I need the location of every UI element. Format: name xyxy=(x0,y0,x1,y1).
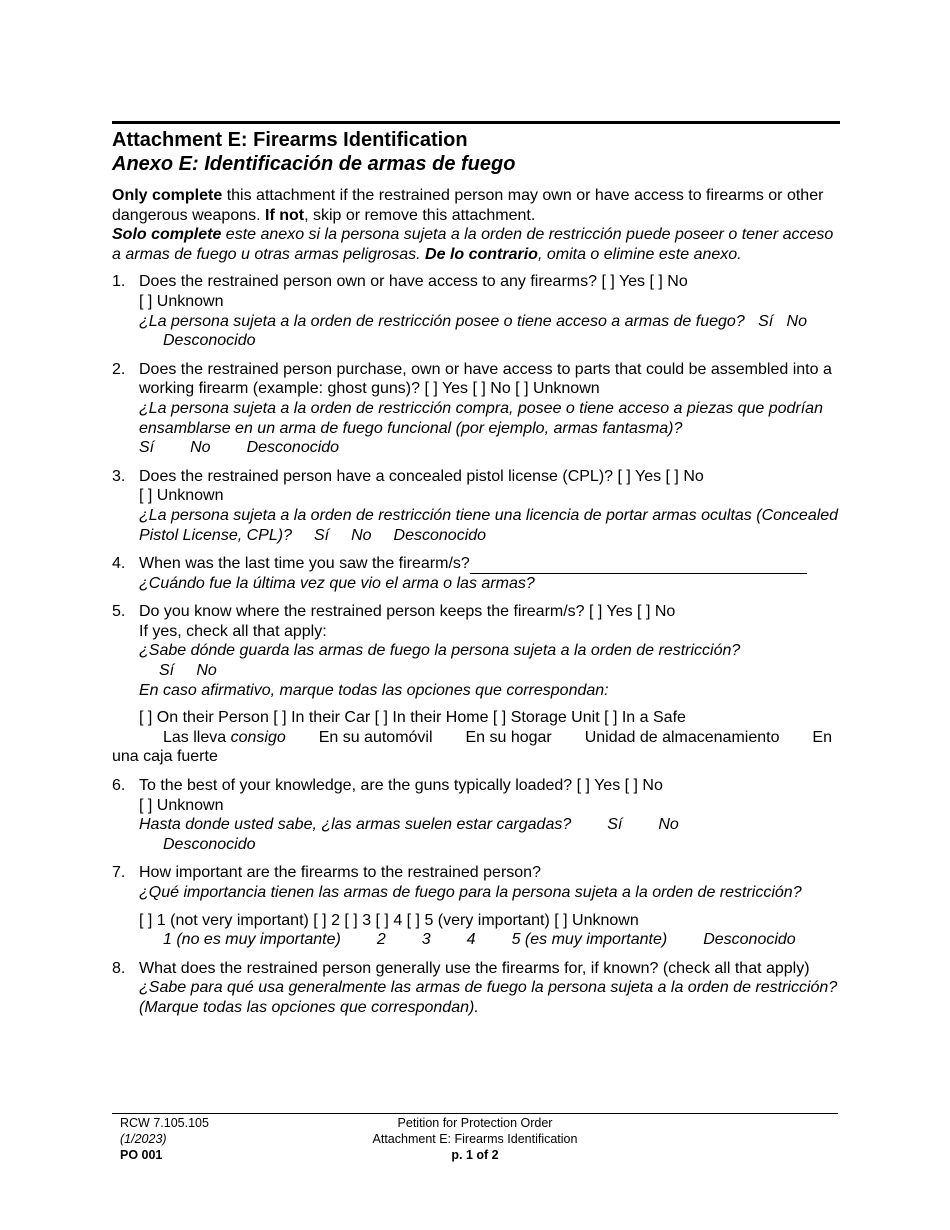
option-es-5b: una caja fuerte xyxy=(112,748,218,766)
question-en-option[interactable]: [ ] Unknown xyxy=(139,487,224,505)
intro-es-bold-1: Solo complete xyxy=(112,226,222,244)
question-en[interactable]: To the best of your knowledge, are the guns typically loaded? [ ] Yes [ ] No xyxy=(139,777,663,795)
importance-scale-es xyxy=(139,930,840,950)
footer-attachment-title: Attachment E: Firearms Identification xyxy=(372,1132,578,1146)
answer-desconocido: Desconocido xyxy=(246,439,340,457)
footer-left xyxy=(120,1115,209,1163)
option-es-4: Unidad de almacenamiento xyxy=(584,728,780,746)
question-en[interactable]: Does the restrained person have a concealed pistol license (CPL)? [ ] Yes [ ] No xyxy=(139,467,704,485)
answer-no: No xyxy=(196,662,217,680)
page-footer xyxy=(112,1113,838,1162)
answer-desconocido: Desconocido xyxy=(393,526,487,544)
question-number: 8. xyxy=(112,959,126,977)
option-es-1 xyxy=(163,728,286,748)
title-english-text: : Firearms Identification xyxy=(240,129,468,151)
option-es-2: En su automóvil xyxy=(318,728,433,746)
question-en-instruction: If yes, check all that apply: xyxy=(139,622,327,640)
top-rule xyxy=(112,121,840,124)
question-es: ¿Sabe para qué usa generalmente las armas de fuego la persona sujeta a la orden de restricción? (Marque todas las opciones que correspondan). xyxy=(139,979,838,1016)
title-spanish xyxy=(112,152,840,176)
question-es-answers xyxy=(139,661,840,681)
intro-es-text-1: este anexo si la persona sujeta a la orden de restricción puede poseer o tener acceso a armas de fuego u otras armas peligrosas. xyxy=(112,226,834,263)
question-en: What does the restrained person generally use the firearms for, if known? (check all that apply) xyxy=(139,959,810,977)
question-en-text: When was the last time you saw the firearm/s? xyxy=(139,555,470,573)
footer-center xyxy=(112,1115,838,1163)
question-5 xyxy=(112,602,840,767)
intro-english xyxy=(112,186,840,225)
question-en-option[interactable]: [ ] Unknown xyxy=(139,796,224,814)
question-list xyxy=(112,272,840,1017)
question-es-instruction: En caso afirmativo, marque todas las opciones que correspondan: xyxy=(139,681,609,699)
answer-no: No xyxy=(658,816,679,834)
question-es: ¿Sabe dónde guarda las armas de fuego la persona sujeta a la orden de restricción? xyxy=(139,642,741,660)
option-es-1-text: Las lleva xyxy=(163,728,231,746)
question-number: 6. xyxy=(112,777,126,795)
question-number: 3. xyxy=(112,467,126,485)
footer-date: (1/2023) xyxy=(120,1132,167,1146)
question-es-text: Hasta donde usted sabe, ¿las armas suelen estar cargadas? xyxy=(139,816,572,834)
question-es: ¿Qué importancia tienen las armas de fuego para la persona sujeta a la orden de restricción? xyxy=(139,884,802,901)
question-number: 2. xyxy=(112,360,126,378)
answer-si: Sí xyxy=(758,312,774,330)
question-number: 5. xyxy=(112,603,126,621)
question-en[interactable]: Do you know where the restrained person keeps the firearm/s? [ ] Yes [ ] No xyxy=(139,603,676,621)
question-es xyxy=(139,312,840,332)
option-es-3: En su hogar xyxy=(465,728,552,746)
scale-es-1: 1 (no es muy importante) xyxy=(163,931,341,949)
question-es-text: ¿La persona sujeta a la orden de restricción tiene una licencia de portar armas ocultas (Concealed Pistol License, CPL)? xyxy=(139,506,839,544)
attachment-page xyxy=(112,121,840,1027)
intro-es-text-2: , omita o elimine este anexo. xyxy=(537,245,742,263)
scale-es-5: 5 (es muy importante) xyxy=(511,931,668,949)
answer-desconocido: Desconocido xyxy=(163,835,256,853)
title-english-label: Attachment E xyxy=(112,129,241,151)
question-es: ¿Cuándo fue la última vez que vio el arma o las armas? xyxy=(139,574,535,592)
answer-no: No xyxy=(351,526,372,544)
option-es-1-italic: consigo xyxy=(230,728,286,746)
footer-page-number: p. 1 of 2 xyxy=(451,1148,499,1162)
question-number: 1. xyxy=(112,273,126,291)
intro-spanish xyxy=(112,225,840,264)
answer-desconocido: Desconocido xyxy=(163,332,256,350)
question-es-text: ¿La persona sujeta a la orden de restricción posee o tiene acceso a armas de fuego? xyxy=(139,312,745,330)
question-es-answers xyxy=(139,438,840,458)
question-es: ¿La persona sujeta a la orden de restricción compra, posee o tiene acceso a piezas que podrían ensamblarse en un arma de fuego funcional (por ejemplo, armas fantasma)? xyxy=(139,399,823,437)
question-2 xyxy=(112,360,840,458)
footer-form-title: Petition for Protection Order xyxy=(397,1116,553,1130)
location-options-es xyxy=(139,728,840,748)
question-en[interactable]: Does the restrained person own or have access to any firearms? [ ] Yes [ ] No xyxy=(139,273,688,291)
title-spanish-text: : Identificación de armas de fuego xyxy=(192,153,516,175)
intro-es-bold-2: De lo contrario xyxy=(425,245,538,263)
question-en xyxy=(139,554,840,574)
title-english xyxy=(112,128,840,152)
answer-si: Sí xyxy=(139,439,155,457)
question-en-option[interactable]: [ ] Unknown xyxy=(139,292,224,310)
answer-no: No xyxy=(786,312,807,330)
question-en: How important are the firearms to the restrained person? xyxy=(139,864,541,882)
question-es xyxy=(139,506,840,545)
footer-form-number: PO 001 xyxy=(120,1148,163,1162)
question-es xyxy=(139,815,840,835)
question-8 xyxy=(112,959,840,1018)
question-4 xyxy=(112,554,840,593)
intro-en-text-1: this attachment if the restrained person may own or have access to firearms or other dangerous weapons. xyxy=(112,187,824,224)
scale-es-3: 3 xyxy=(421,931,431,949)
footer-rcw: RCW 7.105.105 xyxy=(120,1116,209,1130)
scale-es-2: 2 xyxy=(376,931,386,949)
location-options-en[interactable]: [ ] On their Person [ ] In their Car [ ] In their Home [ ] Storage Unit [ ] In a Safe xyxy=(139,709,686,727)
intro-en-bold-1: Only complete xyxy=(112,187,223,204)
option-es-5a: En xyxy=(812,728,832,746)
question-7 xyxy=(112,863,840,949)
answer-blank-line[interactable] xyxy=(470,558,807,574)
intro-en-text-2: , skip or remove this attachment. xyxy=(304,206,536,224)
answer-si: Sí xyxy=(313,526,330,544)
question-1 xyxy=(112,272,840,350)
question-number: 4. xyxy=(112,555,126,573)
answer-si: Sí xyxy=(159,662,175,680)
question-number: 7. xyxy=(112,864,126,882)
answer-si: Sí xyxy=(607,816,623,834)
importance-scale-en[interactable]: [ ] 1 (not very important) [ ] 2 [ ] 3 [ ] 4 [ ] 5 (very important) [ ] Unknown xyxy=(139,911,639,929)
scale-es-unknown: Desconocido xyxy=(703,931,796,949)
question-3 xyxy=(112,467,840,545)
answer-no: No xyxy=(190,439,211,457)
intro-en-bold-2: If not xyxy=(265,206,305,224)
question-6 xyxy=(112,776,840,854)
title-spanish-label: Anexo E xyxy=(112,153,193,175)
scale-es-4: 4 xyxy=(466,931,476,949)
question-en[interactable]: Does the restrained person purchase, own or have access to parts that could be assembled into a working firearm (example: ghost guns)? [ ] Yes [ ] No [ ] Unknown xyxy=(139,360,832,398)
